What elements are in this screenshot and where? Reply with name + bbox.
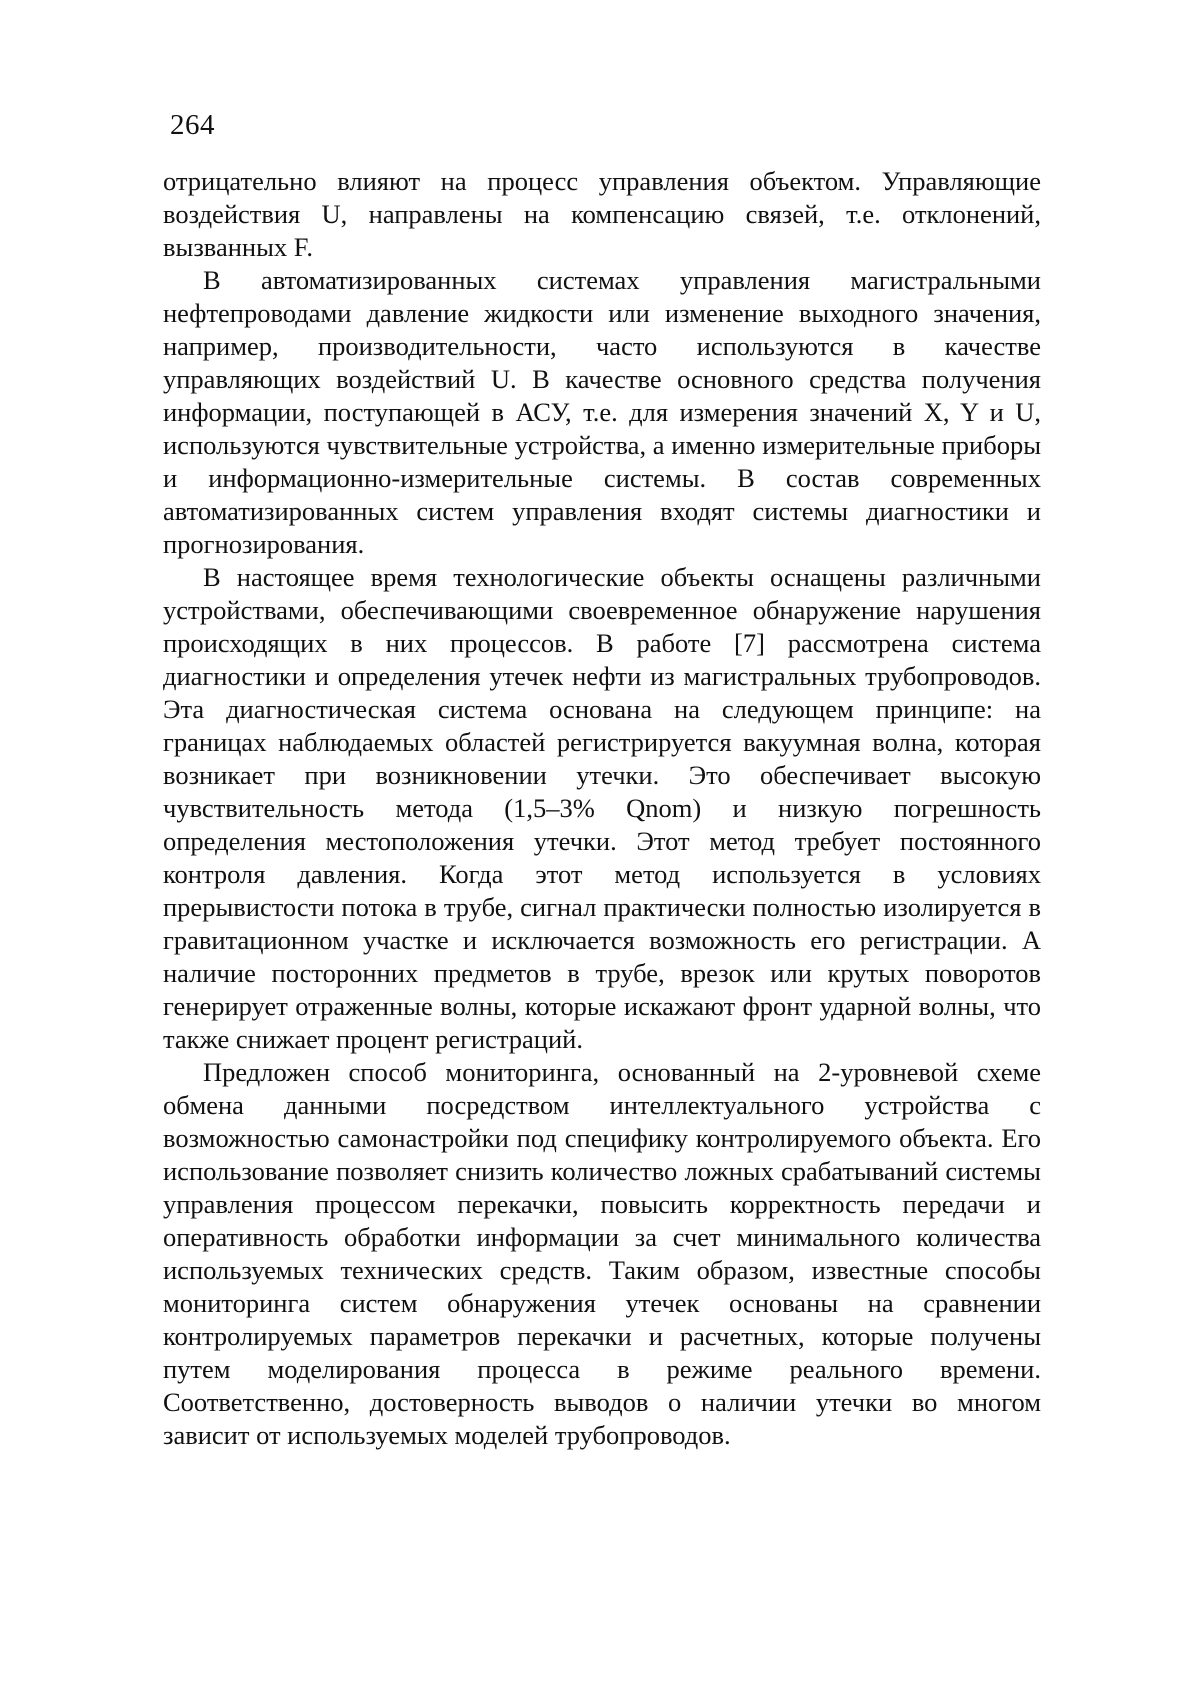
page-number: 264 (170, 109, 215, 141)
body-text (163, 165, 1041, 1452)
paragraph-3: В настоящее время технологические объекты оснащены различными устройствами, обеспечивающими своевременное обнаружение нарушения происходящих в них процессов. В работе [7] рассмотрена система диагностики и определения утечек нефти из магистральных трубопроводов. Эта диагностическая система основана на следующем принципе: на границах наблюдаемых областей регистрируется вакуумная волна, которая возникает при возникновении утечки. Это обеспечивает высокую чувствительность метода (1,5–3% Qnom) и низкую погрешность определения местоположения утечки. Этот метод требует постоянного контроля давления. Когда этот метод используется в условиях прерывистости потока в трубе, сигнал практически полностью изолируется в гравитационном участке и исключается возможность его регистрации. А наличие посторонних предметов в трубе, врезок или крутых поворотов генерирует отраженные волны, которые искажают фронт ударной волны, что также снижает процент регистраций. (163, 562, 1041, 1054)
paragraph-4: Предложен способ мониторинга, основанный на 2-уровневой схеме обмена данными посредством интеллектуального устройства с возможностью самонастройки под специфику контролируемого объекта. Его использование позволяет снизить количество ложных срабатываний системы управления процессом перекачки, повысить корректность передачи и оперативность обработки информации за счет минимального количества используемых технических средств. Таким образом, известные способы мониторинга систем обнаружения утечек основаны на сравнении контролируемых параметров перекачки и расчетных, которые получены путем моделирования процесса в режиме реального времени. Соответственно, достоверность выводов о наличии утечки во многом зависит от используемых моделей трубопроводов. (163, 1057, 1041, 1450)
paragraph-2: В автоматизированных системах управления магистральными нефтепроводами давление жидкости или изменение выходного значения, например, производительности, часто используются в качестве управляющих воздействий U. В качестве основного средства получения информации, поступающей в АСУ, т.е. для измерения значений X, Y и U, используются чувствительные устройства, а именно измерительные приборы и информационно-измерительные системы. В состав современных автоматизированных систем управления входят системы диагностики и прогнозирования. (163, 265, 1041, 559)
paragraph-1: отрицательно влияют на процесс управления объектом. Управляющие воздействия U, направлены на компенсацию связей, т.е. отклонений, вызванных F. (163, 166, 1041, 262)
